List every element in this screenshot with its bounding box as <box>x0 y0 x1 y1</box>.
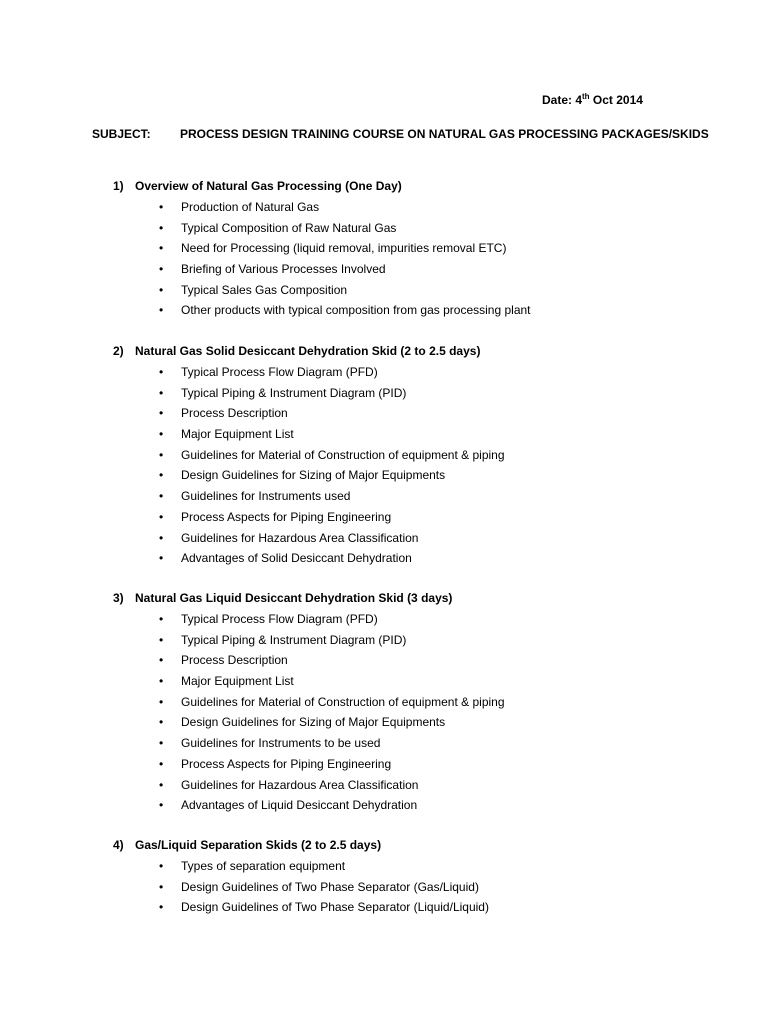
section-number: 2) <box>113 344 124 358</box>
bullet-icon: • <box>159 468 164 483</box>
bullet-icon: • <box>159 900 164 915</box>
section-2 <box>113 344 713 572</box>
bullet-icon: • <box>159 509 164 524</box>
list-item <box>113 633 713 654</box>
list-item <box>113 900 713 921</box>
date-prefix: Date: 4 <box>542 93 583 107</box>
list-item <box>113 736 713 757</box>
bullet-icon: • <box>159 406 164 421</box>
list-item-text: Major Equipment List <box>181 674 294 689</box>
list-item-text: Advantages of Solid Desiccant Dehydration <box>181 551 412 566</box>
list-item-text: Guidelines for Instruments used <box>181 489 351 504</box>
list-item-text: Guidelines for Hazardous Area Classification <box>181 777 419 792</box>
section-heading <box>113 344 713 365</box>
bullet-icon: • <box>159 632 164 647</box>
list-item <box>113 880 713 901</box>
list-item <box>113 489 713 510</box>
bullet-icon: • <box>159 777 164 792</box>
bullet-icon: • <box>159 427 164 442</box>
bullet-icon: • <box>159 200 164 214</box>
list-item-text: Design Guidelines for Sizing of Major Equipments <box>181 468 446 483</box>
bullet-list <box>113 200 713 324</box>
list-item <box>113 551 713 572</box>
list-item-text: Guidelines for Material of Construction of equipment & piping <box>181 447 505 462</box>
list-item <box>113 468 713 489</box>
bullet-icon: • <box>159 262 164 277</box>
list-item <box>113 510 713 531</box>
bullet-icon: • <box>159 653 164 668</box>
list-item <box>113 221 713 242</box>
bullet-list <box>113 365 713 572</box>
date-ordinal-suffix: th <box>582 92 590 101</box>
section-number: 4) <box>113 838 124 852</box>
list-item-text: Design Guidelines of Two Phase Separator (Liquid/Liquid) <box>181 900 489 915</box>
bullet-icon: • <box>159 220 164 235</box>
bullet-icon: • <box>159 736 164 751</box>
list-item-text: Guidelines for Material of Construction of equipment & piping <box>181 694 505 709</box>
section-title: Overview of Natural Gas Processing (One Day) <box>135 179 402 193</box>
bullet-icon: • <box>159 530 164 545</box>
list-item <box>113 612 713 633</box>
list-item <box>113 695 713 716</box>
list-item <box>113 406 713 427</box>
section-heading <box>113 179 713 200</box>
list-item-text: Process Aspects for Piping Engineering <box>181 509 392 524</box>
list-item <box>113 674 713 695</box>
list-item <box>113 448 713 469</box>
list-item <box>113 200 713 221</box>
bullet-icon: • <box>159 489 164 504</box>
subject-line <box>92 127 709 141</box>
list-item-text: Briefing of Various Processes Involved <box>181 262 386 277</box>
list-item-text: Typical Process Flow Diagram (PFD) <box>181 612 378 626</box>
list-item <box>113 365 713 386</box>
list-item <box>113 283 713 304</box>
list-item <box>113 262 713 283</box>
bullet-icon: • <box>159 385 164 400</box>
list-item-text: Typical Piping & Instrument Diagram (PID) <box>181 385 407 400</box>
bullet-icon: • <box>159 303 164 318</box>
section-title: Natural Gas Solid Desiccant Dehydration Skid (2 to 2.5 days) <box>135 344 481 358</box>
section-title: Natural Gas Liquid Desiccant Dehydration Skid (3 days) <box>135 591 453 605</box>
list-item-text: Need for Processing (liquid removal, impurities removal ETC) <box>181 241 507 256</box>
list-item <box>113 859 713 880</box>
subject-text: PROCESS DESIGN TRAINING COURSE ON NATURAL GAS PROCESSING PACKAGES/SKIDS <box>180 127 709 141</box>
date-suffix: Oct 2014 <box>589 93 643 107</box>
section-number: 1) <box>113 179 124 193</box>
list-item-text: Typical Sales Gas Composition <box>181 282 348 297</box>
bullet-icon: • <box>159 798 164 813</box>
list-item <box>113 715 713 736</box>
list-item <box>113 386 713 407</box>
bullet-icon: • <box>159 715 164 730</box>
list-item <box>113 778 713 799</box>
list-item-text: Production of Natural Gas <box>181 200 320 214</box>
list-item <box>113 653 713 674</box>
list-item <box>113 531 713 552</box>
list-item-text: Process Description <box>181 406 288 421</box>
bullet-list <box>113 859 713 921</box>
list-item-text: Typical Piping & Instrument Diagram (PID) <box>181 632 407 647</box>
document-date <box>542 93 643 107</box>
list-item-text: Design Guidelines for Sizing of Major Equipments <box>181 715 446 730</box>
section-title: Gas/Liquid Separation Skids (2 to 2.5 days) <box>135 838 382 852</box>
list-item-text: Guidelines for Instruments to be used <box>181 736 381 751</box>
bullet-icon: • <box>159 694 164 709</box>
bullet-icon: • <box>159 447 164 462</box>
list-item-text: Other products with typical composition from gas processing plant <box>181 303 531 318</box>
list-item-text: Advantages of Liquid Desiccant Dehydration <box>181 798 418 813</box>
section-heading <box>113 838 713 859</box>
list-item-text: Typical Composition of Raw Natural Gas <box>181 220 397 235</box>
list-item <box>113 427 713 448</box>
section-heading <box>113 591 713 612</box>
section-1 <box>113 179 713 324</box>
bullet-icon: • <box>159 674 164 689</box>
list-item-text: Process Description <box>181 653 288 668</box>
section-number: 3) <box>113 591 124 605</box>
list-item <box>113 303 713 324</box>
subject-label: SUBJECT: <box>92 127 151 141</box>
list-item-text: Major Equipment List <box>181 427 294 442</box>
list-item <box>113 241 713 262</box>
bullet-icon: • <box>159 859 164 873</box>
section-4 <box>113 838 713 921</box>
list-item <box>113 798 713 819</box>
list-item-text: Types of separation equipment <box>181 859 346 873</box>
bullet-icon: • <box>159 241 164 256</box>
bullet-icon: • <box>159 879 164 894</box>
list-item-text: Process Aspects for Piping Engineering <box>181 756 392 771</box>
bullet-icon: • <box>159 551 164 566</box>
bullet-icon: • <box>159 282 164 297</box>
list-item-text: Typical Process Flow Diagram (PFD) <box>181 365 378 379</box>
bullet-list <box>113 612 713 819</box>
list-item <box>113 757 713 778</box>
bullet-icon: • <box>159 612 164 626</box>
list-item-text: Design Guidelines of Two Phase Separator (Gas/Liquid) <box>181 879 479 894</box>
list-item-text: Guidelines for Hazardous Area Classification <box>181 530 419 545</box>
bullet-icon: • <box>159 365 164 379</box>
bullet-icon: • <box>159 756 164 771</box>
section-3 <box>113 591 713 819</box>
